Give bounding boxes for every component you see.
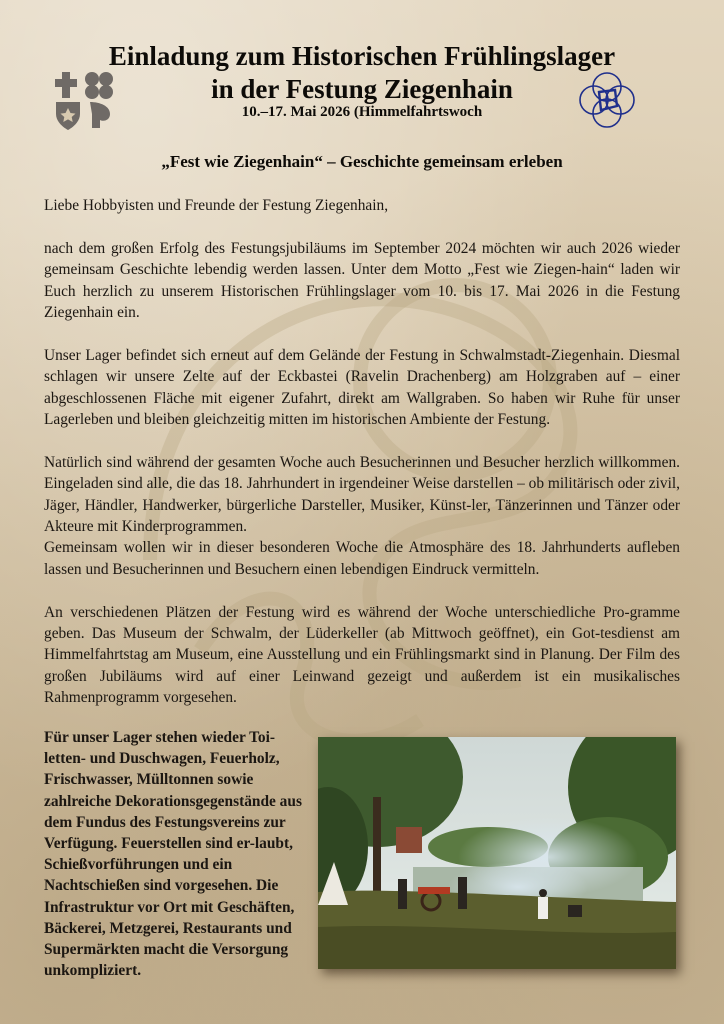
title-line-1: Einladung zum Historischen Frühlingslager <box>108 41 616 71</box>
letter-body <box>44 195 680 730</box>
greeting: Liebe Hobbyisten und Freunde der Festung Ziegenhain, <box>44 197 389 214</box>
page-title <box>0 40 724 106</box>
camp-photo <box>318 737 676 969</box>
motto-subtitle: „Fest wie Ziegenhain“ – Geschichte gemeinsam erleben <box>161 152 563 171</box>
paragraph-program: An verschiedenen Plätzen der Festung wird es während der Woche unterschiedliche Pro-gramme geben. Das Museum der Schwalm, der Lüderkeller (ab Mittwoch geöffnet), ein Got-tesdienst am Himmelfahrtstag am Museum, eine Ausstellung und ein Frühlingsmarkt sind in Planung. Der Film des großen Jubiläums wird auf einer Leinwand gezeigt und außerdem ist ein musikalisches Rahmenprogramm vorgesehen. <box>44 603 680 707</box>
paragraph-atmosphere: Gemeinsam wollen wir in dieser besonderen Woche die Atmosphäre des 18. Jahrhunderts aufleben lassen und Besucherinnen und Besuchern einen lebendigen Eindruck vermitteln. <box>44 539 680 578</box>
event-date: 10.–17. Mai 2026 (Himmelfahrtswoch <box>241 104 483 120</box>
title-line-2: in der Festung Ziegenhain <box>211 74 513 104</box>
paragraph-location: Unser Lager befindet sich erneut auf dem Gelände der Festung in Schwalmstadt-Ziegenhain. Diesmal schlagen wir unsere Zelte auf der Eckbastei (Ravelin Drachenberg) am Holzgraben auf – einer abgeschlossenen Fläche mit eigener Zufahrt, direkt am Wallgraben. So haben wir Ruhe für unser Lagerleben und bleiben gleichzeitig mitten im historischen Ambiente der Festung. <box>44 346 680 429</box>
paragraph-intro: nach dem großen Erfolg des Festungsjubiläums im September 2024 möchten wir auch 2026 wieder gemeinsam Geschichte lebendig werden lassen. Unter dem Motto „Fest wie Ziegen-hain“ laden wir Euch herzlich zu unserem Historischen Frühlingslager vom 10. bis 17. Mai 2026 in die Festung Ziegenhain ein. <box>44 239 680 322</box>
paragraph-visitors: Natürlich sind während der gesamten Woche auch Besucherinnen und Besucher herzlich willkommen. Eingeladen sind alle, die das 18. Jahrhundert in irgendeiner Weise darstellen – ob militärisch oder zivil, Jäger, Händler, Handwerker, bürgerliche Darsteller, Musiker, Künst-ler, Tänzerinnen und Tänzer oder Akteure mit Kinderprogrammen. <box>44 453 680 536</box>
paragraph-infrastructure: Für unser Lager stehen wieder Toi-letten- und Duschwagen, Feuerholz, Frischwasser, Mülltonnen sowie zahlreiche Dekorationsgegenstände aus dem Fundus des Festungsvereins zur Verfügung. Feuerstellen sind er-laubt, Schießvorführungen und ein Nachtschießen sind vorgesehen. Die Infrastruktur vor Ort mit Geschäften, Bäckerei, Metzgerei, Restaurants und Supermärkten macht die Versorgung unkompliziert. <box>44 729 302 980</box>
